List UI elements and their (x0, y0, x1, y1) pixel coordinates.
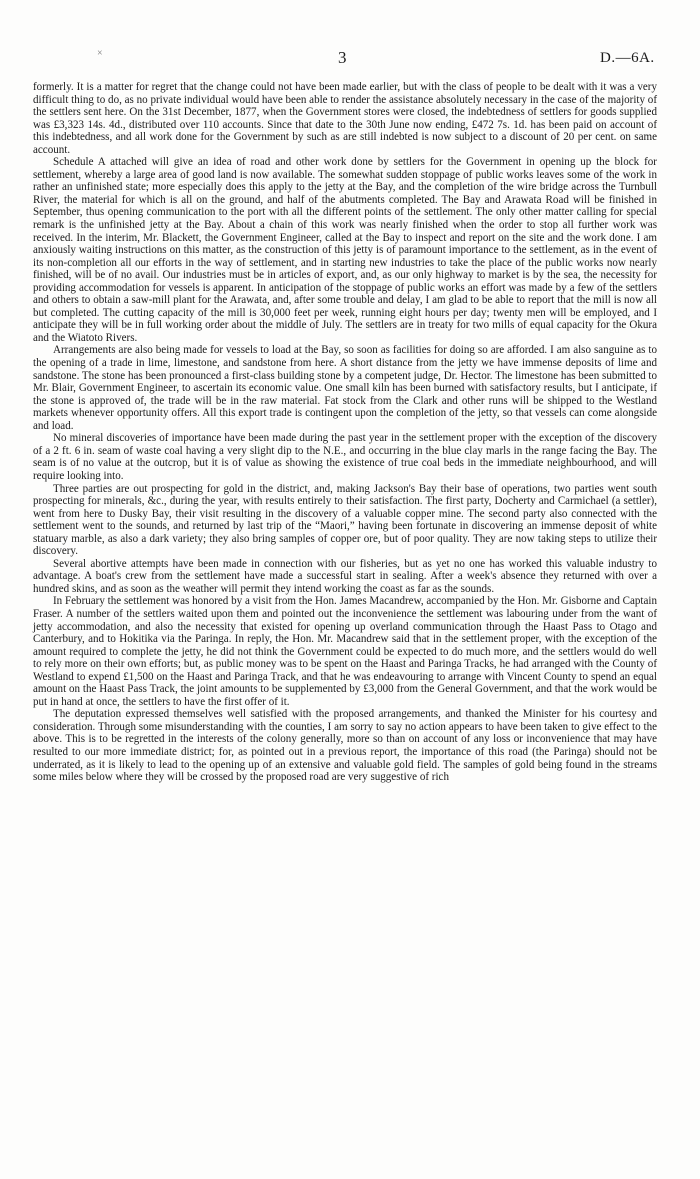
document-body (33, 81, 657, 784)
paragraph: Arrangements are also being made for vessels to load at the Bay, so soon as facilities for doing so are afforded. I am also sanguine as to the opening of a trade in lime, limestone, and sandstone from here. A short distance from the jetty we have immense deposits of lime and sandstone. The stone has been pronounced a first-class building stone by a competent judge, Dr. Hector. The limestone has been submitted to Mr. Blair, Government Engineer, to ascertain its economic value. One small kiln has been burned with satisfactory results, but I anticipate, if the stone is approved of, the trade will be in the raw material. Fat stock from the Clark and other runs will be shipped to the Westland markets whenever opportunity offers. All this export trade is contingent upon the completion of the jetty, so that vessels can come alongside and load. (33, 344, 657, 432)
paragraph: In February the settlement was honored by a visit from the Hon. James Macandrew, accompanied by the Hon. Mr. Gisborne and Captain Fraser. A number of the settlers waited upon them and pointed out the inconvenience the settlement was labouring under from the want of jetty accommodation, and also the necessity that existed for opening up overland communication through the Haast Pass to Otago and Canterbury, and to Hokitika via the Paringa. In reply, the Hon. Mr. Macandrew said that in the settlement proper, with the exception of the amount required to complete the jetty, he did not think the Government could be expected to do much more, and the settlers would do well to rely more on their own efforts; but, as public money was to be spent on the Haast and Paringa Tracks, he had arranged with the County of Westland to expend £1,500 on the Haast and Paringa Track, and that he was endeavouring to arrange with Vincent County to spend an equal amount on the Haast Pass Track, the joint amounts to be supplemented by £3,000 from the General Government, and that the work would be put in hand at once, the settlers to have the first offer of it. (33, 595, 657, 708)
document-reference: D.—6A. (600, 50, 655, 66)
paragraph: Several abortive attempts have been made in connection with our fisheries, but as yet no one has worked this valuable industry to advantage. A boat's crew from the settlement have made a successful start in sealing. After a week's absence they returned with over a hundred skins, and as soon as the weather will permit they intend working the coast as far as the sounds. (33, 557, 657, 595)
page-number: 3 (338, 48, 347, 67)
paragraph: Schedule A attached will give an idea of road and other work done by settlers for the Government in opening up the block for settlement, whereby a large area of good land is now available. The somewhat sudden stoppage of public works leaves some of the work in rather an unfinished state; more especially does this apply to the jetty at the Bay, and the completion of the wire bridge across the Turnbull River, the material for which is all on the ground, and half of the abutments completed. The Bay and Arawata Road will be finished in September, thus opening communication to the port with all the different points of the settlement. The only other matter calling for special remark is the unfinished jetty at the Bay. About a chain of this work was nearly finished when the order to stop all further work was received. In the interim, Mr. Blackett, the Government Engineer, called at the Bay to inspect and report on the site and the work done. I am anxiously waiting instructions on this matter, as the construction of this jetty is of paramount importance to the settlement, as in the event of its non-completion all our efforts in the way of settlement, and in starting new industries to take the place of the public works now nearly finished, will be of no avail. Our industries must be in articles of export, and, as our only highway to market is by the sea, the necessity for providing accommodation for vessels is apparent. In anticipation of the stoppage of public works an effort was made by a few of the settlers and others to obtain a saw-mill plant for the Arawata, and, after some trouble and delay, I am glad to be able to report that the mill is now all but completed. The cutting capacity of the mill is 30,000 feet per week, running eight hours per day; twenty men will be employed, and I anticipate they will be in full working order about the middle of July. The settlers are in treaty for two mills of equal capacity for the Okura and the Wiatoto Rivers. (33, 156, 657, 344)
paragraph: Three parties are out prospecting for gold in the district, and, making Jackson's Bay their base of operations, two parties went south prospecting for minerals, &c., during the year, with results entirely to their satisfaction. The first party, Docherty and Carmichael (a settler), went from here to Dusky Bay, their visit resulting in the discovery of a valuable copper mine. The second party also connected with the settlement went to the sounds, and returned by last trip of the “Maori,” having been fortunate in discovering an immense deposit of white statuary marble, as also a dark variety; they also bring samples of copper ore, but of poor quality. They are now taking steps to utilize their discovery. (33, 482, 657, 558)
margin-mark: × (97, 48, 103, 59)
paragraph: formerly. It is a matter for regret that the change could not have been made earlier, but with the class of people to be dealt with it was a very difficult thing to do, as no private individual would have been able to render the assistance absolutely necessary in the case of the majority of the settlers sent here. On the 31st December, 1877, when the Government stores were closed, the indebtedness of settlers for goods supplied was £3,323 14s. 4d., distributed over 110 accounts. Since that date to the 30th June now ending, £472 7s. 1d. has been paid on account of this indebtedness, and all work done for the Government by such as are still indebted is now subject to a discount of 20 per cent. on same account. (33, 81, 657, 156)
paragraph: No mineral discoveries of importance have been made during the past year in the settlement proper with the exception of the discovery of a 2 ft. 6 in. seam of waste coal having a very slight dip to the N.E., and occurring in the blue clay marls in the range facing the Bay. The seam is of no value at the outcrop, but it is of value as showing the existence of true coal beds in the immediate neighbourhood, and will require looking into. (33, 432, 657, 482)
paragraph: The deputation expressed themselves well satisfied with the proposed arrangements, and thanked the Minister for his courtesy and consideration. Through some misunderstanding with the counties, I am sorry to say no action appears to have been taken to give effect to the above. This is to be regretted in the interests of the colony generally, more so than on account of any loss or inconvenience that may have resulted to our more immediate district; for, as pointed out in a previous report, the importance of this road (the Paringa) should not be underrated, as it is likely to lead to the opening up of an extensive and valuable gold field. The samples of gold being found in the streams some miles below where they will be crossed by the proposed road are very suggestive of rich (33, 708, 657, 784)
